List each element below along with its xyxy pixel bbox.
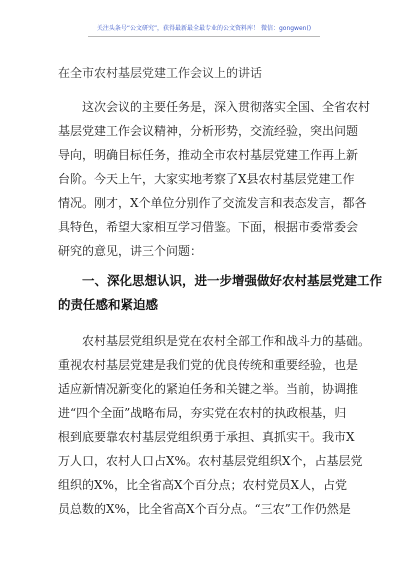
intro-line: 研究的意见，讲三个问题： bbox=[58, 244, 203, 258]
body-line: 组织的X%，比全省高X个百分点；农村党员X人，占党 bbox=[58, 478, 348, 492]
intro-line: 具特色，希望大家相互学习借鉴。下面，根据市委常委会 bbox=[58, 220, 359, 234]
header-note: 关注头条号“公文研究”，获得最新最全最专业的公文资料库！ 微信：gongwen() bbox=[96, 25, 312, 32]
body-line: 员总数的X%，比全省高X个百分点。“三农”工作仍然是 bbox=[58, 502, 351, 516]
heading-line: 的责任感和紧迫感 bbox=[58, 297, 159, 312]
intro-line: 这次会议的主要任务是，深入贯彻落实全国、全省农村 bbox=[82, 100, 371, 114]
section-heading bbox=[58, 269, 383, 317]
intro-paragraph bbox=[58, 95, 371, 263]
intro-line: 导向，明确目标任务，推动全市农村基层党建工作再上新 bbox=[58, 148, 359, 162]
intro-line: 基层党建工作会议精神，分析形势，交流经验，突出问题 bbox=[58, 124, 359, 138]
body-line: 适应新情况新变化的紧迫任务和关键之举。当前，协调推 bbox=[58, 382, 359, 396]
header-divider bbox=[88, 36, 320, 37]
intro-line: 情况。刚才，X个单位分别作了交流发言和表态发言，都各 bbox=[58, 196, 367, 210]
body-paragraph bbox=[58, 329, 371, 521]
document-body bbox=[58, 64, 383, 521]
body-line: 万人口，农村人口占X%。农村基层党组织X个，占基层党 bbox=[58, 454, 363, 468]
body-line: 重视农村基层党建是我们党的优良传统和重要经验，也是 bbox=[58, 358, 359, 372]
heading-line: 一、深化思想认识，进一步增强做好农村基层党建工作 bbox=[82, 273, 383, 288]
document-title: 在全市农村基层党建工作会议上的讲话 bbox=[58, 66, 263, 80]
body-line: 进“四个全面”战略布局，夯实党在农村的执政根基，归 bbox=[58, 406, 347, 420]
intro-line: 台阶。今天上午，大家实地考察了X县农村基层党建工作 bbox=[58, 172, 355, 186]
body-line: 农村基层党组织是党在农村全部工作和战斗力的基础。 bbox=[82, 334, 371, 348]
body-line: 根到底要靠农村基层党组织勇于承担、真抓实干。我市X bbox=[58, 430, 355, 444]
